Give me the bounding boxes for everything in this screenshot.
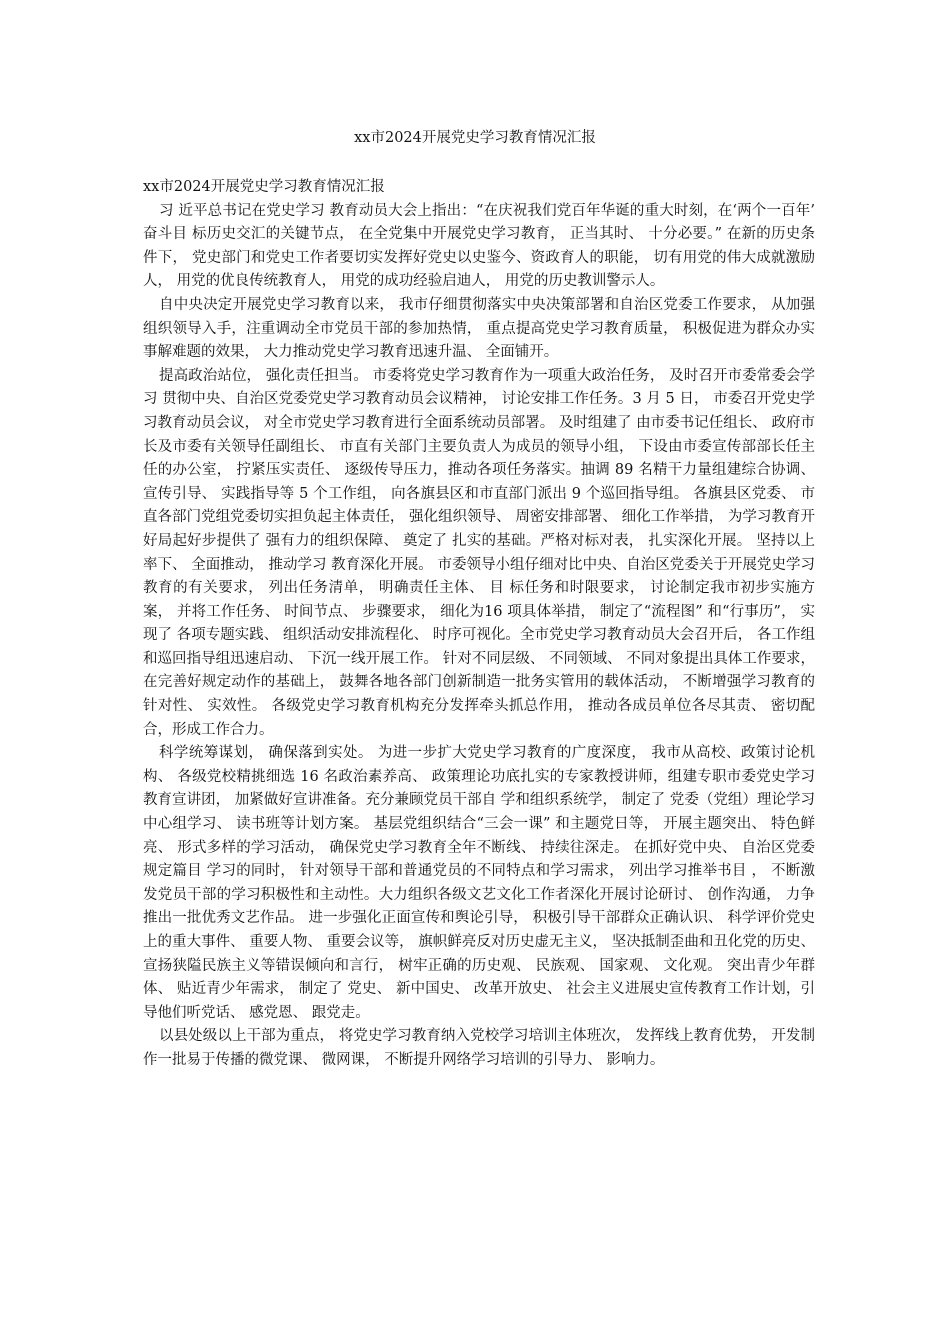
paragraph-cadre-training: 以县处级以上干部为重点， 将党史学习教育纳入党校学习培训主体班次， 发挥线上教育优势， 开发制作一批易于传播的微党课、 微网课， 不断提升网络学习培训的引导力、 影响力。 <box>143 1028 815 1068</box>
document-title: xx市2024开展党史学习教育情况汇报 <box>354 130 596 146</box>
paragraph-intro: 习 近平总书记在党史学习 教育动员大会上指出：“在庆祝我们党百年华诞的重大时刻，在‘两个一百年’ 奋斗目 标历史交汇的关键节点， 在全党集中开展党史学习教育， 正当其时、 十分必要。” 在新的历史条件下， 党史部门和党史工作者要切实发挥好党史以史鉴今、资政育人的职能， 切有用党的伟大成就激励人， 用党的优良传统教育人， 用党的成功经验启迪人， 用党的历史教训警示人。 <box>143 202 815 290</box>
document-subtitle: xx市2024开展党史学习教育情况汇报 <box>143 179 385 195</box>
paragraph-overview: 自中央决定开展党史学习教育以来， 我市仔细贯彻落实中央决策部署和自治区党委工作要求， 从加强组织领导入手，注重调动全市党员干部的参加热情， 重点提高党史学习教育质量， 积极促进为群众办实事解难题的效果， 大力推动党史学习教育迅速升温、 全面铺开。 <box>143 296 815 361</box>
paragraph-political-stance: 提高政治站位， 强化责任担当。 市委将党史学习教育作为一项重大政治任务， 及时召开市委常委会学习 贯彻中央、自治区党委党史学习教育动员会议精神， 讨论安排工作任务。3 月 5 日， 市委召开党史学习教育动员会议， 对全市党史学习教育进行全面系统动员部署。 及时组建了 由市委书记任组长、 政府市长及市委有关领导任副组长、 市直有关部门主要负责人为成员的领导小组， 下设由市委宣传部部长任主任的办公室， 拧紧压实责任、 逐级传导压力，推动各项任务落实。抽调 89 名精干力量组建综合协调、 宣传引导、 实践指导等 5 个工作组， 向各旗县区和市直部门派出 9 个巡回指导组。 各旗县区党委、 市直各部门党组党委切实担负起主体责任， 强化组织领导、 周密安排部署、 细化工作举措， 为学习教育开好局起好步提供了 强有力的组织保障、 奠定了 扎实的基础。严格对标对表， 扎实深化开展。 坚持以上率下、 全面推动， 推动学习 教育深化开展。 市委领导小组仔细对比中央、自治区党委关于开展党史学习教育的有关要求， 列出任务清单， 明确责任主体、 目 标任务和时限要求， 讨论制定我市初步实施方案， 并将工作任务、 时间节点、 步骤要求， 细化为16 项具体举措， 制定了“流程图” 和“行事历”， 实现了 各项专题实践、 组织活动安排流程化、 时序可视化。全市党史学习教育动员大会召开后， 各工作组和巡回指导组迅速启动、 下沉一线开展工作。 针对不同层级、 不同领域、 不同对象提出具体工作要求， 在完善好规定动作的基础上， 鼓舞各地各部门创新制造一批务实管用的载体活动， 不断增强学习教育的针对性、 实效性。 各级党史学习教育机构充分发挥牵头抓总作用， 推动各成员单位各尽其责、 密切配合，形成工作合力。 <box>143 367 815 738</box>
document-body <box>143 176 815 1073</box>
paragraph-planning: 科学统筹谋划， 确保落到实处。 为进一步扩大党史学习教育的广度深度， 我市从高校、政策讨论机构、 各级党校精挑细选 16 名政治素养高、 政策理论功底扎实的专家教授讲师，组建专职市委党史学习教育宣讲团， 加紧做好宣讲准备。充分兼顾党员干部自 学和组织系统学， 制定了 党委（党组）理论学习中心组学习、 读书班等计划方案。 基层党组织结合“三会一课” 和主题党日等， 开展主题突出、 特色鲜亮、 形式多样的学习活动， 确保党史学习教育全年不断线、 持续往深走。 在抓好党中央、 自治区党委规定篇目 学习的同时， 针对领导干部和普通党员的不同特点和学习需求， 列出学习推举书目 ， 不断激发党员干部的学习积极性和主动性。大力组织各级文艺文化工作者深化开展讨论研讨、 创作沟通， 力争推出一批优秀文艺作品。 进一步强化正面宣传和舆论引导， 积极引导干部群众正确认识、 科学评价党史上的重大事件、 重要人物、 重要会议等， 旗帜鲜亮反对历史虚无主义， 坚决抵制歪曲和丑化党的历史、 宣扬狭隘民族主义等错误倾向和言行， 树牢正确的历史观、 民族观、 国家观、 文化观。 突出青少年群体、 贴近青少年需求， 制定了 党史、 新中国史、 改革开放史、 社会主义进展史宣传教育工作计划，引导他们听党话、 感党恩、 跟党走。 <box>143 745 815 1021</box>
